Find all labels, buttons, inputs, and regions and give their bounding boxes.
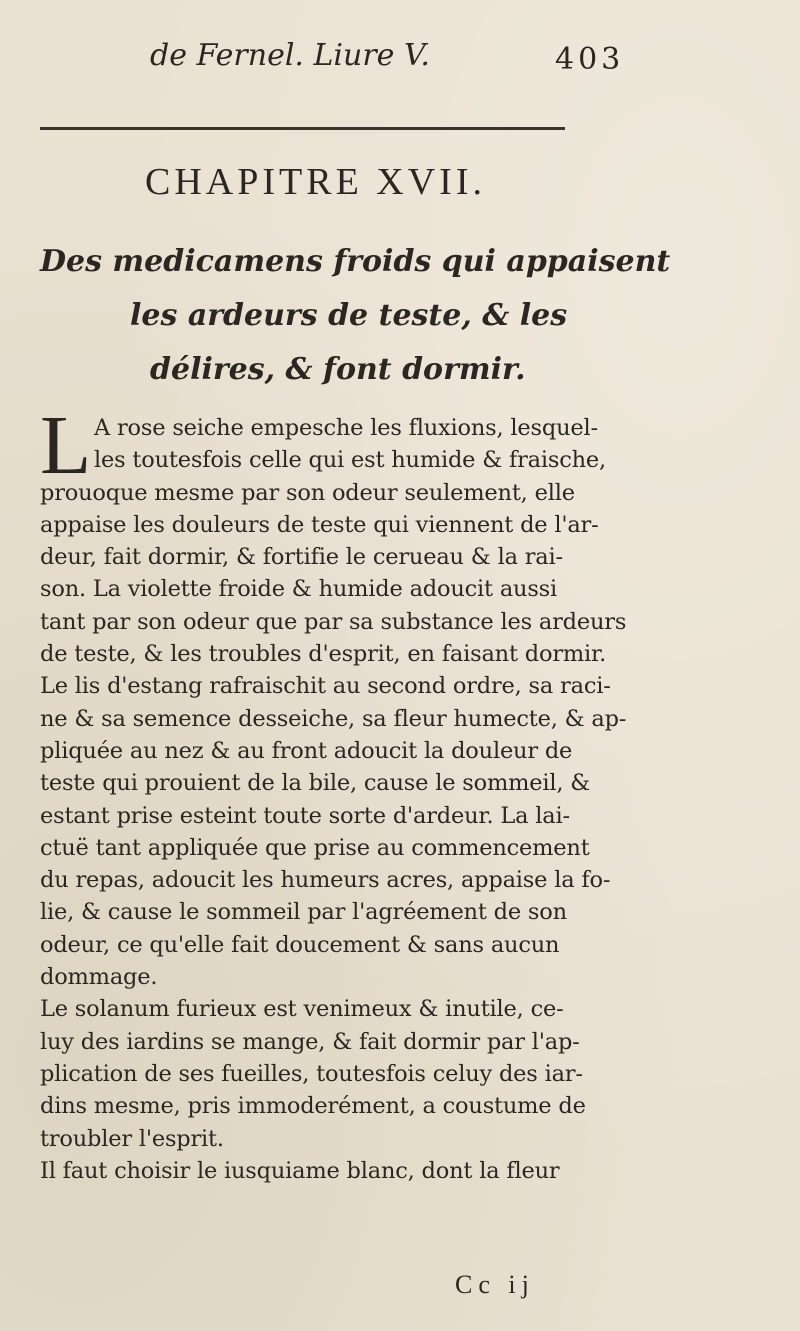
text-line: luy des iardins se mange, & fait dormir par l'ap- (40, 1028, 580, 1055)
running-title: de Fernel. Liure V. (150, 38, 430, 73)
text-line: ctuë tant appliquée que prise au commencement (40, 834, 590, 861)
body-text (40, 399, 640, 1187)
text-line: troubler l'esprit. (40, 1125, 224, 1152)
opening-paragraph-start (40, 399, 640, 492)
text-line: son. La violette froide & humide adoucit aussi (40, 576, 558, 603)
text-line: les toutesfois celle qui est humide & fraische, (94, 447, 607, 474)
header-rule (40, 127, 565, 130)
text-line: prouoque mesme par son odeur seulement, elle (40, 479, 575, 506)
subtitle-line: Des medicamens froids qui appaisent (40, 244, 671, 279)
text-line: Le lis d'estang rafraischit au second ordre, sa raci- (40, 673, 611, 700)
text-line: plication de ses fueilles, toutesfois celuy des iar- (40, 1060, 583, 1087)
signature-mark: Cc ij (455, 1270, 535, 1299)
text-line: deur, fait dormir, & fortifie le cerueau & la rai- (40, 544, 563, 571)
running-head (140, 38, 640, 88)
text-line: appaise les douleurs de teste qui viennent de l'ar- (40, 511, 599, 538)
text-line: ne & sa semence desseiche, sa fleur humecte, & ap- (40, 705, 627, 732)
text-line: A rose seiche empesche les fluxions, lesquel- (94, 415, 598, 441)
text-line: Le solanum furieux est venimeux & inutile, ce- (40, 996, 564, 1023)
subtitle-line: les ardeurs de teste, & les (130, 298, 568, 333)
text-line: de teste, & les troubles d'esprit, en faisant dormir. (40, 641, 607, 668)
text-line: odeur, ce qu'elle fait doucement & sans aucun (40, 931, 560, 958)
text-line: teste qui prouient de la bile, cause le sommeil, & (40, 770, 591, 797)
text-line: Il faut choisir le iusquiame blanc, dont la fleur (40, 1157, 560, 1184)
subtitle-line: délires, & font dormir. (150, 352, 526, 387)
text-line: dommage. (40, 964, 158, 991)
text-line: estant prise esteint toute sorte d'ardeur. La lai- (40, 802, 570, 829)
text-line: pliquée au nez & au front adoucit la douleur de (40, 737, 573, 764)
text-line: du repas, adoucit les humeurs acres, appaise la fo- (40, 867, 611, 894)
page-number: 403 (555, 42, 625, 77)
text-line: lie, & cause le sommeil par l'agréement de son (40, 899, 567, 926)
chapter-title: CHAPITRE XVII. (145, 161, 486, 203)
text-line: tant par son odeur que par sa substance les ardeurs (40, 608, 627, 635)
chapter-subtitle (0, 235, 800, 397)
drop-cap: L (40, 399, 92, 492)
text-line: dins mesme, pris immoderément, a coustume de (40, 1093, 586, 1120)
